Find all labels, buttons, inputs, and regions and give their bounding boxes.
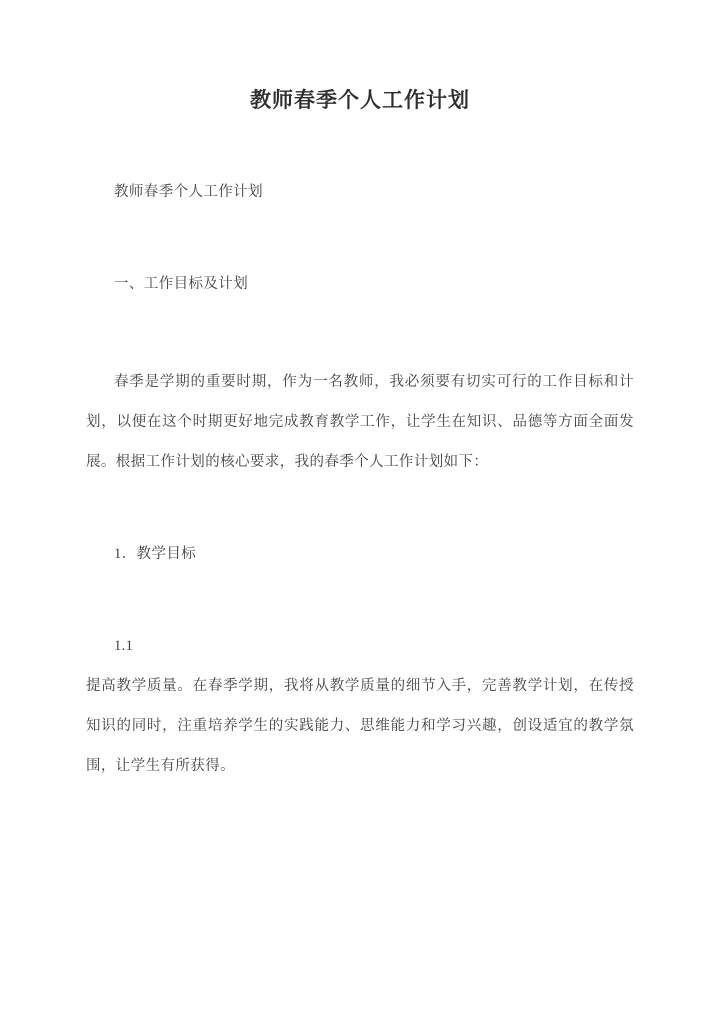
- document-body: [0, 114, 720, 786]
- spacer-3: [86, 482, 634, 534]
- spacer-after-title: [86, 114, 634, 172]
- list-item-teaching-goal: 1．教学目标: [114, 546, 197, 562]
- page-title: 教师春季个人工作计划: [250, 88, 470, 112]
- spacer-4: [86, 574, 634, 626]
- sub-item-number-1-1: 1.1: [114, 638, 134, 654]
- sub-item-1-1-body: 提高教学质量。在春季学期，我将从教学质量的细节入手，完善教学计划，在传授知识的同时，注重培养学生的实践能力、思维能力和学习兴趣，创设适宜的教学氛围，让学生有所获得。: [86, 678, 634, 774]
- document-subtitle: 教师春季个人工作计划: [114, 184, 263, 200]
- spacer-1: [86, 212, 634, 264]
- section-heading-work-goals: 一、工作目标及计划: [114, 276, 249, 292]
- intro-paragraph: 春季是学期的重要时期，作为一名教师，我必须要有切实可行的工作目标和计划，以便在这个时期更好地完成教育教学工作，让学生在知识、品德等方面全面发展。根据工作计划的核心要求，我的春季个人工作计划如下：: [86, 374, 634, 470]
- spacer-2: [86, 304, 634, 362]
